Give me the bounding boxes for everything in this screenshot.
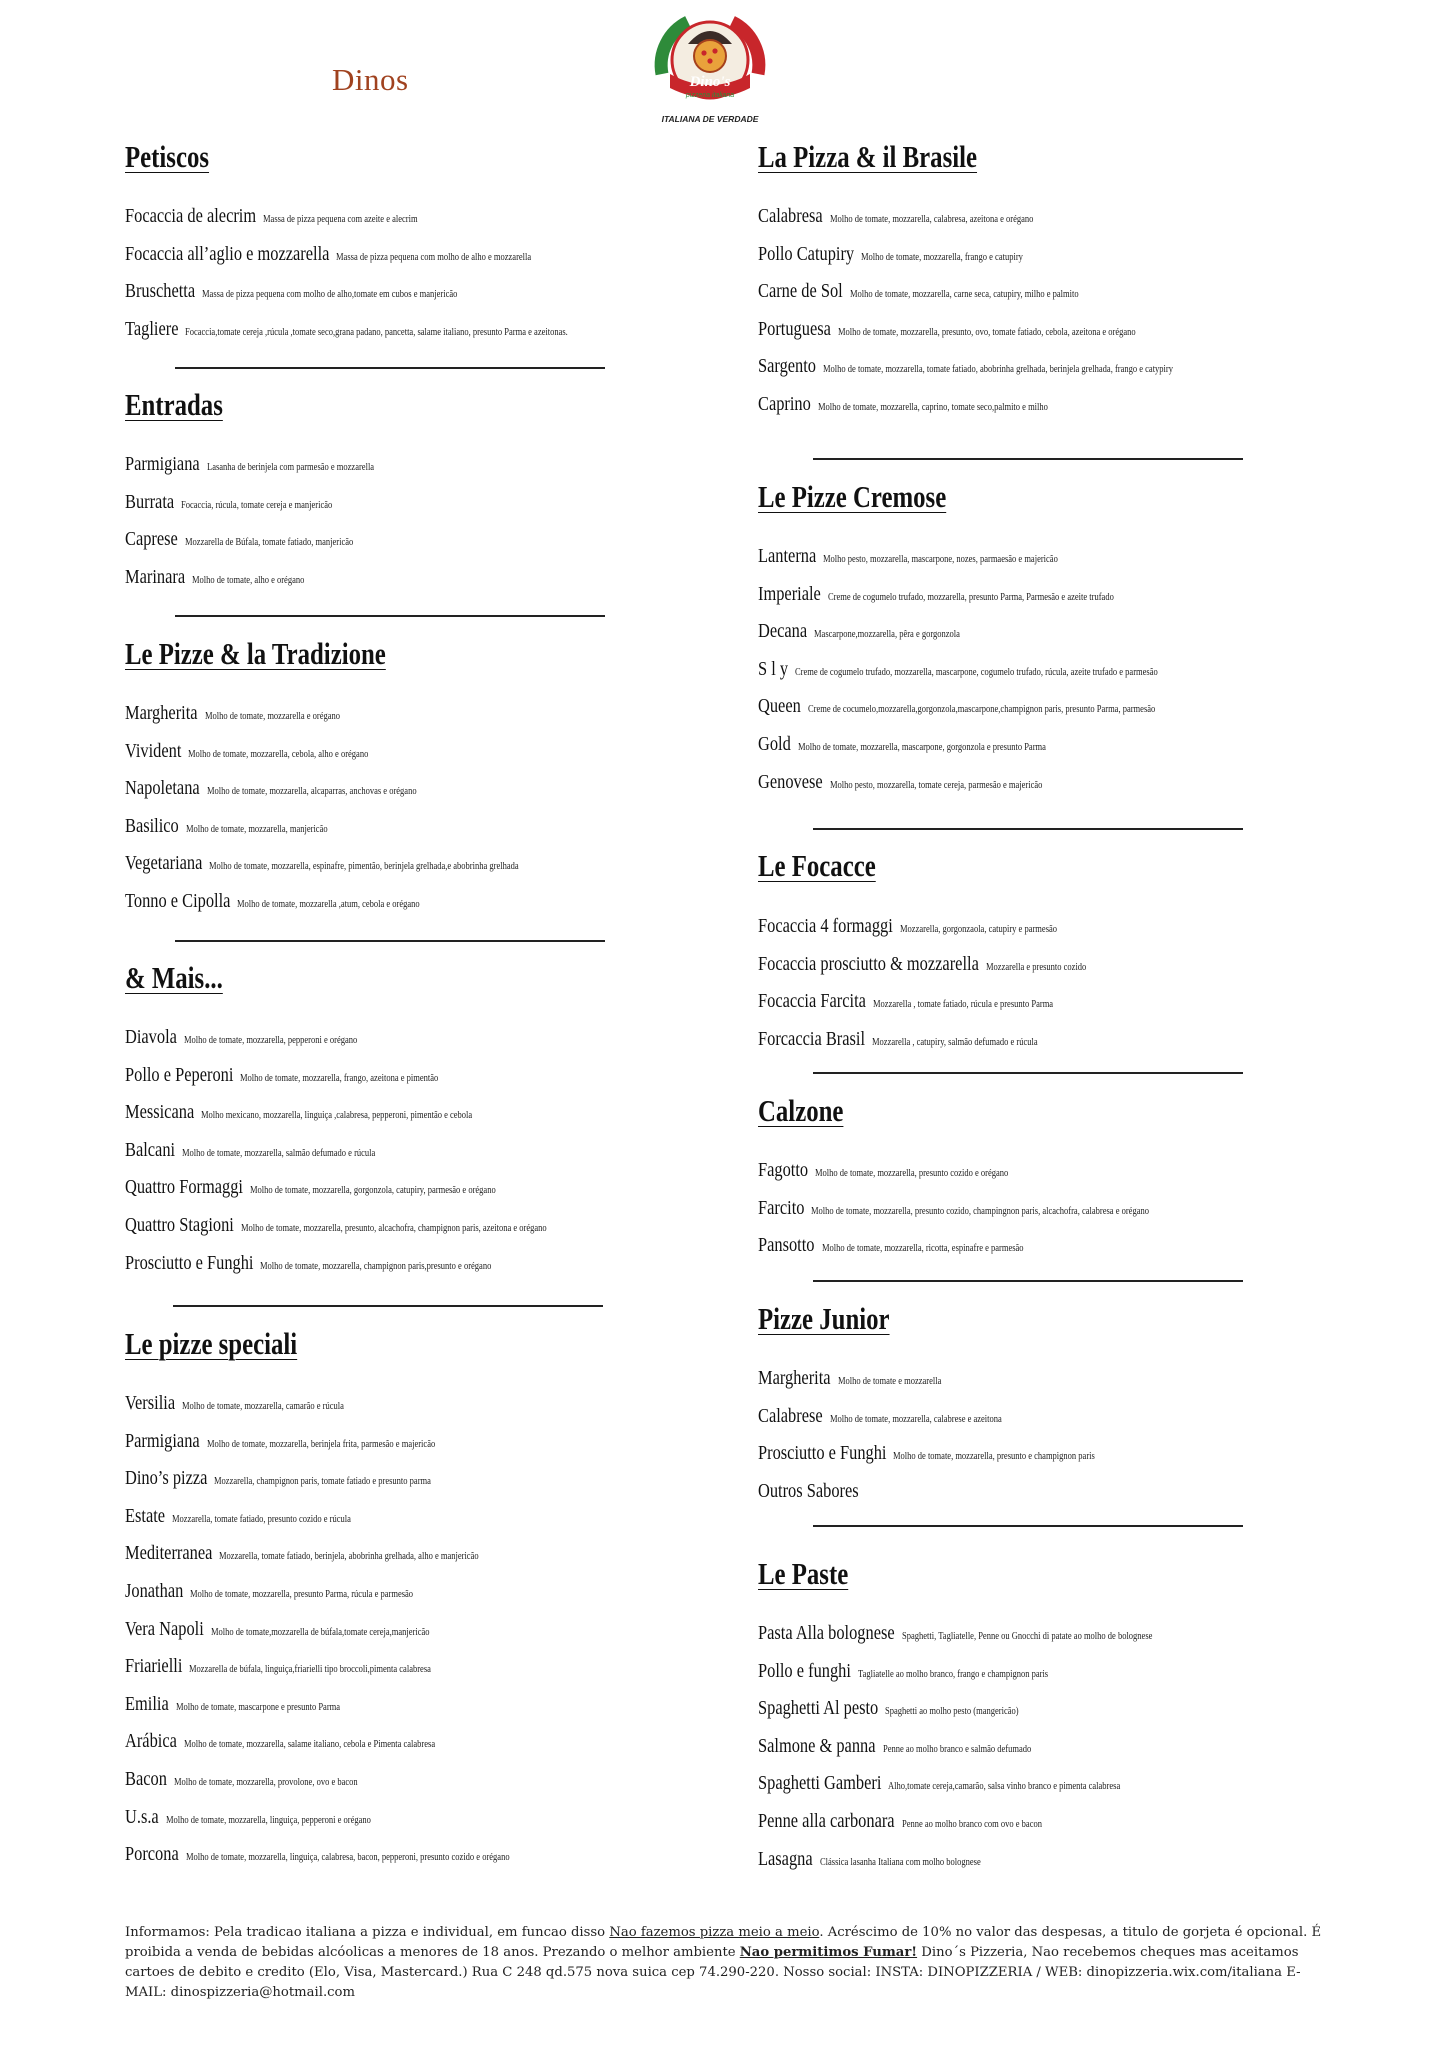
section-items-le-focacce bbox=[758, 908, 1104, 1058]
menu-item: Prosciutto e Funghi Molho de tomate, mozzarella, champignon paris,presunto e orégano bbox=[125, 1245, 600, 1283]
menu-item-description: Clássica lasanha Italiana com molho bolognese bbox=[819, 1856, 981, 1868]
section-divider bbox=[175, 940, 605, 942]
menu-item-description: Molho de tomate, mozzarella, presunto e champignon paris bbox=[893, 1451, 1096, 1463]
brand-title: Dinos bbox=[332, 62, 409, 97]
menu-item-description: Mozzarella de Búfala, tomate fatiado, manjericão bbox=[184, 537, 354, 549]
menu-item: Focaccia de alecrim Massa de pizza pequena com azeite e alecrim bbox=[125, 198, 636, 236]
menu-item-description: Mozzarella, champignon paris, tomate fatiado e presunto parma bbox=[214, 1476, 432, 1488]
menu-item: Penne alla carbonara Penne ao molho branco com ovo e bacon bbox=[758, 1803, 1196, 1841]
menu-item: Imperiale Creme de cogumelo trufado, mozzarella, presunto Parma, Parmesão e azeite trufado bbox=[758, 576, 1222, 614]
section-divider bbox=[813, 458, 1243, 460]
section-title-calzone: Calzone bbox=[758, 1093, 844, 1128]
menu-item-description: Molho de tomate, mozzarella, frango, azeitona e pimentão bbox=[240, 1072, 439, 1084]
menu-item: Forcaccia Brasil Mozzarella , catupiry, salmão defumado e rúcula bbox=[758, 1021, 1104, 1059]
menu-item-description: Molho de tomate, mozzarella, tomate fatiado, abobrinha grelhada, berinjela grelhada, frango e catypiry bbox=[823, 364, 1174, 376]
section-title-mais: & Mais... bbox=[125, 960, 223, 995]
menu-item: Marinara Molho de tomate, alho e orégano bbox=[125, 559, 403, 597]
menu-item: Farcito Molho de tomate, mozzarella, presunto cozido, champingnon paris, alcachofra, calabresa e orégano bbox=[758, 1190, 1209, 1228]
menu-item-description: Molho de tomate, mozzarella, caprino, tomate seco,palmito e milho bbox=[817, 401, 1048, 413]
section-items-le-pizze-la-tradizione bbox=[125, 695, 574, 921]
menu-item-description: Mozzarella, tomate fatiado, berinjela, abobrinha grelhada, alho e manjericão bbox=[219, 1551, 480, 1563]
menu-item: U.s.a Molho de tomate, mozzarella, linguiça, pepperoni e orégano bbox=[125, 1799, 566, 1837]
menu-item-description: Molho de tomate, mozzarella, provolone, ovo e bacon bbox=[173, 1776, 358, 1788]
menu-item: Queen Creme de cocumelo,mozzarella,gorgonzola,mascarpone,champignon paris, presunto Parma, parmesão bbox=[758, 688, 1222, 726]
section-title-entradas: Entradas bbox=[125, 387, 223, 422]
menu-item-description: Molho de tomate, mozzarella, berinjela frita, parmesão e majericão bbox=[206, 1438, 435, 1450]
menu-item-description: Molho de tomate, mozzarella, presunto, alcachofra, champignon paris, azeitona e orégano bbox=[240, 1222, 547, 1234]
menu-item: Burrata Focaccia, rúcula, tomate cereja e manjericão bbox=[125, 484, 403, 522]
menu-item-description: Molho de tomate,mozzarella de búfala,tomate cereja,manjericão bbox=[210, 1626, 430, 1638]
menu-item: Dino’s pizza Mozzarella, champignon paris, tomate fatiado e presunto parma bbox=[125, 1460, 566, 1498]
section-title-le-paste: Le Paste bbox=[758, 1556, 849, 1591]
section-title-le-pizze-la-tradizione: Le Pizze & la Tradizione bbox=[125, 636, 386, 671]
menu-item: Quattro Formaggi Molho de tomate, mozzarella, gorgonzola, catupiry, parmesão e orégano bbox=[125, 1169, 600, 1207]
menu-item: Pasta Alla bolognese Spaghetti, Tagliatelle, Penne ou Gnocchi di patate ao molho de bolognese bbox=[758, 1615, 1196, 1653]
menu-item: Arábica Molho de tomate, mozzarella, salame italiano, cebola e Pimenta calabresa bbox=[125, 1723, 566, 1761]
menu-item: Tonno e Cipolla Molho de tomate, mozzarella ,atum, cebola e orégano bbox=[125, 883, 574, 921]
menu-item-description: Lasanha de berinjela com parmesão e mozzarella bbox=[206, 462, 374, 473]
section-divider bbox=[813, 1072, 1243, 1074]
menu-item-description: Molho de tomate, mozzarella, camarão e rúcula bbox=[182, 1401, 344, 1412]
menu-item-description: Mozzarella de búfala, linguiça,friarielli tipo broccoli,pimenta calabresa bbox=[189, 1664, 432, 1676]
menu-item-description: Molho de tomate, mozzarella, champignon paris,presunto e orégano bbox=[260, 1260, 492, 1272]
footer-text-2: . Acréscimo de 10% no valor das despesas, a titulo de gorjeta é opcional. É proibida a venda de bebidas alcóolicas a menores de 18 anos. Prezando o melhor ambiente bbox=[125, 1925, 1322, 1960]
section-items-le-pizze-speciali bbox=[125, 1385, 566, 1874]
menu-item-description: Massa de pizza pequena com molho de alho e mozzarella bbox=[336, 251, 532, 263]
menu-item-description: Molho pesto, mozzarella, tomate cereja, parmesão e majericão bbox=[829, 779, 1043, 791]
section-items-le-pizze-cremose bbox=[758, 538, 1222, 801]
menu-item: Pollo e Peperoni Molho de tomate, mozzarella, frango, azeitona e pimentão bbox=[125, 1057, 600, 1095]
menu-item: Balcani Molho de tomate, mozzarella, salmão defumado e rúcula bbox=[125, 1132, 600, 1170]
menu-item-description: Focaccia, rúcula, tomate cereja e manjericão bbox=[181, 499, 333, 511]
section-title-pizze-junior: Pizze Junior bbox=[758, 1301, 890, 1336]
section-title-le-pizze-cremose: Le Pizze Cremose bbox=[758, 479, 947, 514]
menu-item-description: Spaghetti, Tagliatelle, Penne ou Gnocchi di patate ao molho de bolognese bbox=[901, 1631, 1153, 1642]
menu-item: Lanterna Molho pesto, mozzarella, mascarpone, nozes, parmaesão e majericão bbox=[758, 538, 1222, 576]
menu-item: Focaccia Farcita Mozzarella , tomate fatiado, rúcula e presunto Parma bbox=[758, 983, 1104, 1021]
menu-item-description: Massa de pizza pequena com azeite e alecrim bbox=[263, 214, 418, 225]
menu-item: Messicana Molho mexicano, mozzarella, linguiça ,calabresa, pepperoni, pimentão e cebola bbox=[125, 1094, 600, 1132]
menu-item: Caprino Molho de tomate, mozzarella, caprino, tomate seco,palmito e milho bbox=[758, 386, 1235, 424]
section-items-la-pizza-il-brasile bbox=[758, 198, 1235, 424]
menu-item-description: Creme de cogumelo trufado, mozzarella, mascarpone, cogumelo trufado, rúcula, azeite trufado e parmesão bbox=[795, 666, 1158, 678]
menu-item-description: Molho de tomate, mozzarella, linguiça, calabresa, bacon, pepperoni, presunto cozido e orégano bbox=[185, 1852, 510, 1864]
footer-notice bbox=[125, 1923, 1325, 2003]
menu-item: Napoletana Molho de tomate, mozzarella, alcaparras, anchovas e orégano bbox=[125, 770, 574, 808]
menu-item: Bruschetta Massa de pizza pequena com molho de alho,tomate em cubos e manjericão bbox=[125, 273, 636, 311]
menu-item-description: Molho pesto, mozzarella, mascarpone, nozes, parmaesão e majericão bbox=[823, 554, 1059, 565]
menu-item: Tagliere Focaccia,tomate cereja ,rúcula ,tomate seco,grana padano, pancetta, salame italiano, presunto Parma e azeitonas. bbox=[125, 311, 636, 349]
menu-item: Fagotto Molho de tomate, mozzarella, presunto cozido e orégano bbox=[758, 1152, 1209, 1190]
menu-item: Genovese Molho pesto, mozzarella, tomate cereja, parmesão e majericão bbox=[758, 764, 1222, 802]
menu-item: Mediterranea Mozzarella, tomate fatiado, berinjela, abobrinha grelhada, alho e manjericão bbox=[125, 1535, 566, 1573]
menu-item-description: Molho mexicano, mozzarella, linguiça ,calabresa, pepperoni, pimentão e cebola bbox=[201, 1110, 473, 1122]
menu-item: Margherita Molho de tomate e mozzarella bbox=[758, 1360, 1131, 1398]
menu-item: Friarielli Mozzarella de búfala, linguiça,friarielli tipo broccoli,pimenta calabresa bbox=[125, 1648, 566, 1686]
menu-item-description: Penne ao molho branco e salmão defumado bbox=[882, 1743, 1031, 1755]
menu-item: Estate Mozzarella, tomate fatiado, presunto cozido e rúcula bbox=[125, 1498, 566, 1536]
menu-item-description: Molho de tomate, mozzarella, pepperoni e orégano bbox=[183, 1035, 358, 1046]
menu-item: Outros Sabores bbox=[758, 1479, 859, 1502]
menu-item-description: Molho de tomate, mozzarella, presunto, ovo, tomate fatiado, cebola, azeitona e orégano bbox=[837, 326, 1136, 338]
menu-item-description: Molho de tomate, mozzarella, calabresa, azeitona e orégano bbox=[829, 214, 1034, 225]
menu-item: Focaccia prosciutto & mozzarella Mozzarella e presunto cozido bbox=[758, 946, 1104, 984]
menu-item: Lasagna Clássica lasanha Italiana com molho bolognese bbox=[758, 1841, 1196, 1879]
menu-item-description: Molho de tomate, mascarpone e presunto Parma bbox=[175, 1701, 340, 1713]
section-divider bbox=[813, 828, 1243, 830]
section-divider bbox=[175, 615, 605, 617]
menu-item: Carne de Sol Molho de tomate, mozzarella, carne seca, catupiry, milho e palmito bbox=[758, 273, 1235, 311]
menu-item-description: Molho de tomate, mozzarella, presunto Parma, rúcula e parmesão bbox=[190, 1588, 414, 1600]
menu-item: Vera Napoli Molho de tomate,mozzarella de búfala,tomate cereja,manjericão bbox=[125, 1611, 566, 1649]
menu-item: S l y Creme de cogumelo trufado, mozzarella, mascarpone, cogumelo trufado, rúcula, azeite trufado e parmesão bbox=[758, 651, 1222, 689]
menu-item: Spaghetti Gamberi Alho,tomate cereja,camarão, salsa vinho branco e pimenta calabresa bbox=[758, 1765, 1196, 1803]
section-items-petiscos bbox=[125, 198, 636, 348]
menu-item-description: Molho de tomate, mozzarella, espinafre, pimentão, berinjela grelhada,e abobrinha grelhada bbox=[209, 861, 520, 873]
section-title-le-pizze-speciali: Le pizze speciali bbox=[125, 1326, 298, 1361]
menu-item-description: Molho de tomate, mozzarella, calabrese e azeitona bbox=[829, 1413, 1002, 1425]
section-items-le-paste bbox=[758, 1615, 1196, 1878]
menu-item: Emilia Molho de tomate, mascarpone e presunto Parma bbox=[125, 1686, 566, 1724]
menu-item: Focaccia all’aglio e mozzarella Massa de pizza pequena com molho de alho e mozzarella bbox=[125, 236, 636, 274]
menu-item-description: Molho de tomate, mozzarella, linguiça, pepperoni e orégano bbox=[165, 1814, 371, 1826]
menu-item: Prosciutto e Funghi Molho de tomate, mozzarella, presunto e champignon paris bbox=[758, 1435, 1131, 1473]
menu-item-description: Molho de tomate, mozzarella e orégano bbox=[204, 711, 340, 722]
footer-text-1: Informamos: Pela tradicao italiana a pizza e individual, em funcao disso bbox=[125, 1925, 610, 1940]
section-divider bbox=[813, 1280, 1243, 1282]
menu-item-description: Mascarpone,mozzarella, pêra e gorgonzola bbox=[814, 629, 961, 641]
menu-item: Calabrese Molho de tomate, mozzarella, calabrese e azeitona bbox=[758, 1398, 1131, 1436]
menu-item: Quattro Stagioni Molho de tomate, mozzarella, presunto, alcachofra, champignon paris, azeitona e orégano bbox=[125, 1207, 600, 1245]
section-divider bbox=[173, 1305, 603, 1307]
menu-item-description: Mozzarella , catupiry, salmão defumado e rúcula bbox=[872, 1036, 1038, 1048]
section-items-pizze-junior bbox=[758, 1360, 1131, 1510]
menu-item: Basilico Molho de tomate, mozzarella, manjericão bbox=[125, 808, 574, 846]
menu-item: Salmone & panna Penne ao molho branco e salmão defumado bbox=[758, 1728, 1196, 1766]
menu-item: Pansotto Molho de tomate, mozzarella, ricotta, espinafre e parmesão bbox=[758, 1227, 1209, 1265]
section-divider bbox=[813, 1525, 1243, 1527]
menu-item-description: Molho de tomate, mozzarella, frango e catupiry bbox=[861, 251, 1024, 263]
menu-item-description: Alho,tomate cereja,camarão, salsa vinho branco e pimenta calabresa bbox=[888, 1781, 1121, 1793]
menu-item: Portuguesa Molho de tomate, mozzarella, presunto, ovo, tomate fatiado, cebola, azeitona e orégano bbox=[758, 311, 1235, 349]
menu-item-description: Mozzarella, tomate fatiado, presunto cozido e rúcula bbox=[172, 1513, 351, 1525]
logo-subtitle: pizzeria italiana bbox=[685, 92, 735, 99]
menu-item: Pollo Catupiry Molho de tomate, mozzarella, frango e catupiry bbox=[758, 236, 1235, 274]
footer-no-half-pizza: Nao fazemos pizza meio a meio bbox=[609, 1925, 820, 1940]
menu-item: Jonathan Molho de tomate, mozzarella, presunto Parma, rúcula e parmesão bbox=[125, 1573, 566, 1611]
menu-item: Decana Mascarpone,mozzarella, pêra e gorgonzola bbox=[758, 613, 1222, 651]
menu-item-description: Mozzarella , tomate fatiado, rúcula e presunto Parma bbox=[872, 999, 1053, 1011]
menu-item-description: Molho de tomate, mozzarella, ricotta, espinafre e parmesão bbox=[821, 1243, 1024, 1255]
menu-item: Parmigiana Lasanha de berinjela com parmesão e mozzarella bbox=[125, 446, 403, 484]
menu-item-description: Focaccia,tomate cereja ,rúcula ,tomate seco,grana padano, pancetta, salame italiano, presunto Parma e azeitonas. bbox=[185, 326, 569, 338]
menu-item-description: Mozzarella, gorgonzaola, catupiry e parmesão bbox=[899, 924, 1057, 935]
menu-item-description: Molho de tomate, mozzarella ,atum, cebola e orégano bbox=[237, 898, 421, 910]
menu-item: Calabresa Molho de tomate, mozzarella, calabresa, azeitona e orégano bbox=[758, 198, 1235, 236]
section-items-calzone bbox=[758, 1152, 1209, 1265]
menu-item-description: Molho de tomate, mozzarella, presunto cozido e orégano bbox=[815, 1168, 1009, 1179]
menu-item: Caprese Mozzarella de Búfala, tomate fatiado, manjericão bbox=[125, 521, 403, 559]
section-items-mais bbox=[125, 1019, 600, 1282]
menu-item-description: Tagliatelle ao molho branco, frango e champignon paris bbox=[857, 1668, 1049, 1680]
menu-item: Vegetariana Molho de tomate, mozzarella, espinafre, pimentão, berinjela grelhada,e abobrinha grelhada bbox=[125, 845, 574, 883]
menu-item-description: Molho de tomate, mozzarella, mascarpone, gorgonzola e presunto Parma bbox=[797, 741, 1046, 753]
dinos-logo bbox=[648, 4, 772, 126]
menu-item-description: Creme de cocumelo,mozzarella,gorgonzola,mascarpone,champignon paris, presunto Parma, parmesão bbox=[807, 704, 1156, 716]
menu-item-description: Molho de tomate, mozzarella, salame italiano, cebola e Pimenta calabresa bbox=[183, 1739, 436, 1751]
menu-item: Vivident Molho de tomate, mozzarella, cebola, alho e orégano bbox=[125, 733, 574, 771]
menu-item: Focaccia 4 formaggi Mozzarella, gorgonzaola, catupiry e parmesão bbox=[758, 908, 1104, 946]
menu-item-description: Molho de tomate, mozzarella, gorgonzola, catupiry, parmesão e orégano bbox=[249, 1185, 496, 1197]
menu-item: Margherita Molho de tomate, mozzarella e orégano bbox=[125, 695, 574, 733]
menu-item: Pollo e funghi Tagliatelle ao molho branco, frango e champignon paris bbox=[758, 1653, 1196, 1691]
menu-item-description: Molho de tomate, mozzarella, salmão defumado e rúcula bbox=[182, 1147, 376, 1159]
menu-item: Bacon Molho de tomate, mozzarella, provolone, ovo e bacon bbox=[125, 1761, 566, 1799]
menu-item-description: Massa de pizza pequena com molho de alho,tomate em cubos e manjericão bbox=[202, 289, 458, 301]
logo-tagline: ITALIANA DE VERDADE bbox=[661, 114, 759, 124]
menu-item: Sargento Molho de tomate, mozzarella, tomate fatiado, abobrinha grelhada, berinjela grelhada, frango e catypiry bbox=[758, 348, 1235, 386]
section-title-la-pizza-il-brasile: La Pizza & il Brasile bbox=[758, 139, 978, 174]
footer-no-smoking: Nao permitimos Fumar! bbox=[739, 1945, 918, 1960]
section-title-petiscos: Petiscos bbox=[125, 139, 210, 174]
section-title-le-focacce: Le Focacce bbox=[758, 848, 876, 883]
section-divider bbox=[175, 367, 605, 369]
menu-item-description: Mozzarella e presunto cozido bbox=[985, 961, 1087, 973]
menu-item-description: Spaghetti ao molho pesto (mangericão) bbox=[885, 1706, 1019, 1718]
menu-item: Diavola Molho de tomate, mozzarella, pepperoni e orégano bbox=[125, 1019, 600, 1057]
menu-item-description: Penne ao molho branco com ovo e bacon bbox=[901, 1818, 1042, 1830]
logo-name: Dino's bbox=[689, 74, 731, 90]
menu-item: Parmigiana Molho de tomate, mozzarella, berinjela frita, parmesão e majericão bbox=[125, 1423, 566, 1461]
menu-item: Porcona Molho de tomate, mozzarella, linguiça, calabresa, bacon, pepperoni, presunto cozido e orégano bbox=[125, 1836, 566, 1874]
menu-item-description: Molho de tomate, alho e orégano bbox=[192, 574, 305, 586]
menu-item-description: Molho de tomate, mozzarella, manjericão bbox=[185, 823, 328, 835]
footer-text-3: Dino´s Pizzeria, Nao recebemos cheques mas aceitamos cartoes de debito e credito (Elo, Visa, Mastercard.) Rua C 248 qd.575 nova suica cep 74.290-220. Nosso social: INSTA: DINOPIZZERIA / WEB: dinopizzeria.wix.com/italiana E-MAIL: dinospizzeria@hotmail.com bbox=[125, 1945, 1301, 2000]
section-items-entradas bbox=[125, 446, 403, 596]
menu-item-description: Creme de cogumelo trufado, mozzarella, presunto Parma, Parmesão e azeite trufado bbox=[827, 591, 1114, 603]
menu-item-description: Molho de tomate, mozzarella, cebola, alho e orégano bbox=[188, 748, 369, 760]
menu-item-description: Molho de tomate e mozzarella bbox=[837, 1376, 941, 1387]
menu-item-description: Molho de tomate, mozzarella, alcaparras, anchovas e orégano bbox=[206, 786, 417, 798]
menu-item: Spaghetti Al pesto Spaghetti ao molho pesto (mangericão) bbox=[758, 1690, 1196, 1728]
menu-item: Gold Molho de tomate, mozzarella, mascarpone, gorgonzola e presunto Parma bbox=[758, 726, 1222, 764]
menu-item-description: Molho de tomate, mozzarella, carne seca, catupiry, milho e palmito bbox=[849, 289, 1079, 301]
menu-item: Versilia Molho de tomate, mozzarella, camarão e rúcula bbox=[125, 1385, 566, 1423]
menu-item-description: Molho de tomate, mozzarella, presunto cozido, champingnon paris, alcachofra, calabresa e orégano bbox=[811, 1205, 1150, 1217]
